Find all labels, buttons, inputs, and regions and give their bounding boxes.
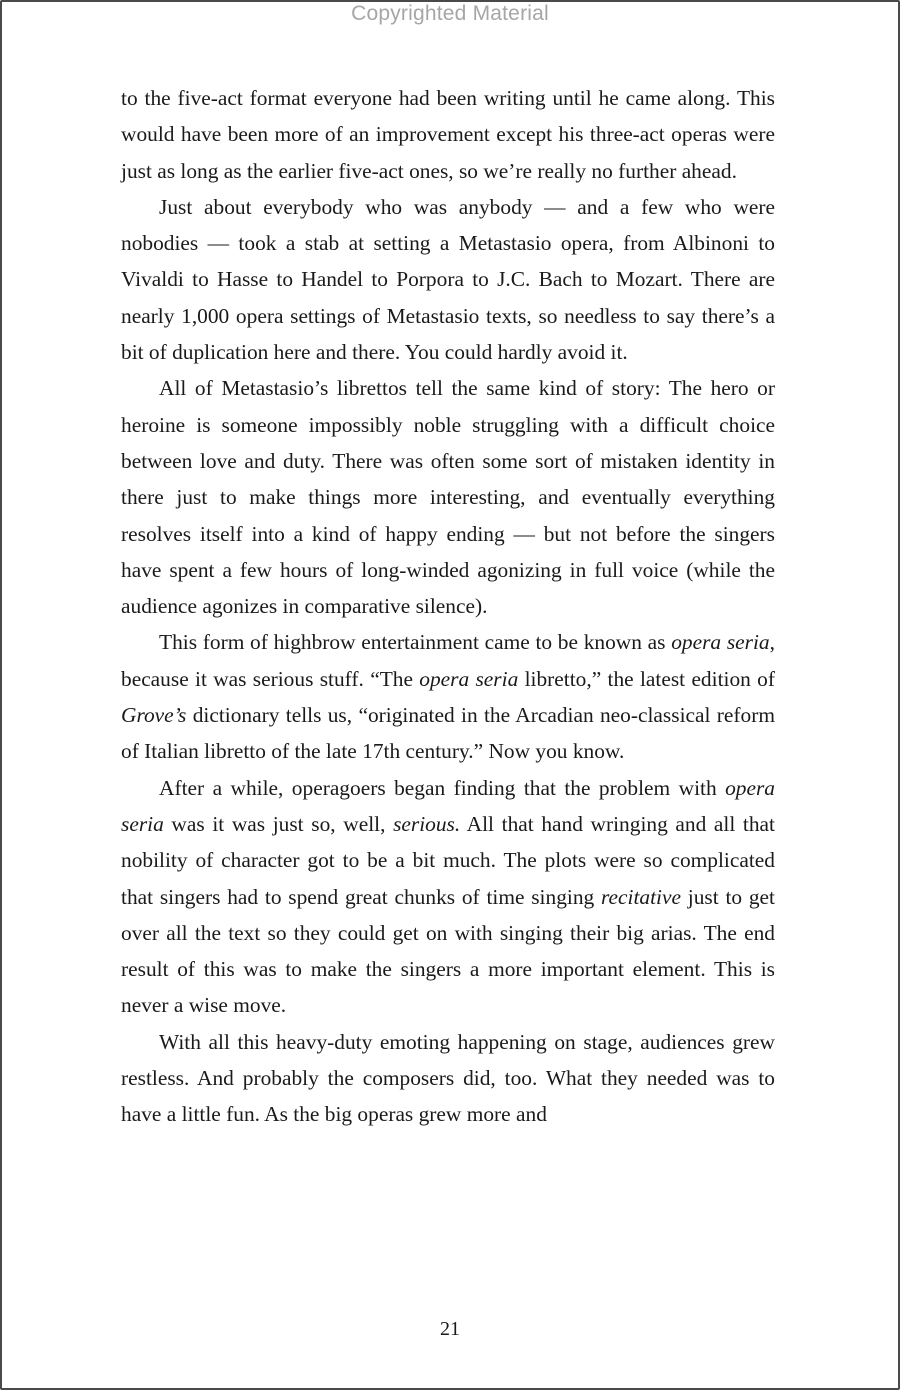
text-run: dictionary tells us, “originated in the Arcadian neo-classical reform of Italian libretto of the late 17th century.” Now you know. — [121, 703, 775, 764]
paragraph — [121, 80, 775, 189]
italic-text-run: opera seria — [671, 630, 770, 655]
italic-text-run: opera seria — [419, 666, 519, 691]
italic-text-run: recitative — [601, 884, 681, 909]
italic-text-run: Grove’s — [121, 703, 187, 728]
text-run: Just about everybody who was anybody — and a few who were nobodies — took a stab at setting a Metastasio opera, from Albinoni to Vivaldi to Hasse to Handel to Porpora to J.C. Bach to Mozart. There are nearly 1,000 opera settings of Metastasio texts, so needless to say there’s a bit of duplication here and there. You could hardly avoid it. — [121, 194, 775, 365]
text-run: , because it was serious stuff. “The — [121, 630, 775, 691]
italic-text-run: opera seria — [121, 775, 775, 836]
copyright-watermark: Copyrighted Material — [351, 2, 549, 25]
text-run: This form of highbrow entertainment came to be known as — [159, 630, 672, 655]
body-text — [121, 80, 775, 1133]
text-run: just to get over all the text so they could get on with singing their big arias. The end result of this was to make the singers a more important element. This is never a wise move. — [121, 884, 775, 1018]
text-run: was it was just so, well, — [163, 811, 394, 836]
text-run: to the five-act format everyone had been writing until he came along. This would have been more of an improvement except his three-act operas were just as long as the earlier five-act ones, so we’re really no further ahead. — [121, 86, 775, 183]
text-run: libretto,” the latest edition of — [518, 666, 775, 691]
text-run: All of Metastasio’s librettos tell the same kind of story: The hero or heroine is someone impossibly noble struggling with a difficult choice between love and duty. There was often some sort of mistaken identity in there just to make things more interesting, and eventually everything resolves itself into a kind of happy ending — but not before the singers have spent a few hours of long-winded agonizing in full voice (while the audience agonizes in comparative silence). — [121, 376, 775, 619]
page-number: 21 — [440, 1318, 460, 1340]
paragraph — [121, 370, 775, 624]
paragraph — [121, 1024, 775, 1133]
text-run: With all this heavy-duty emoting happening on stage, audiences grew restless. And probably the composers did, too. What they needed was to have a little fun. As the big operas grew more and — [121, 1029, 775, 1127]
text-run: After a while, operagoers began finding that the problem with — [159, 775, 726, 800]
paragraph — [121, 770, 775, 1024]
paragraph — [121, 189, 775, 370]
paragraph — [121, 624, 775, 769]
text-run: All that hand wringing and all that nobility of character got to be a bit much. The plots were so complicated that singers had to spend great chunks of time singing — [121, 811, 775, 909]
italic-text-run: serious. — [393, 811, 461, 836]
